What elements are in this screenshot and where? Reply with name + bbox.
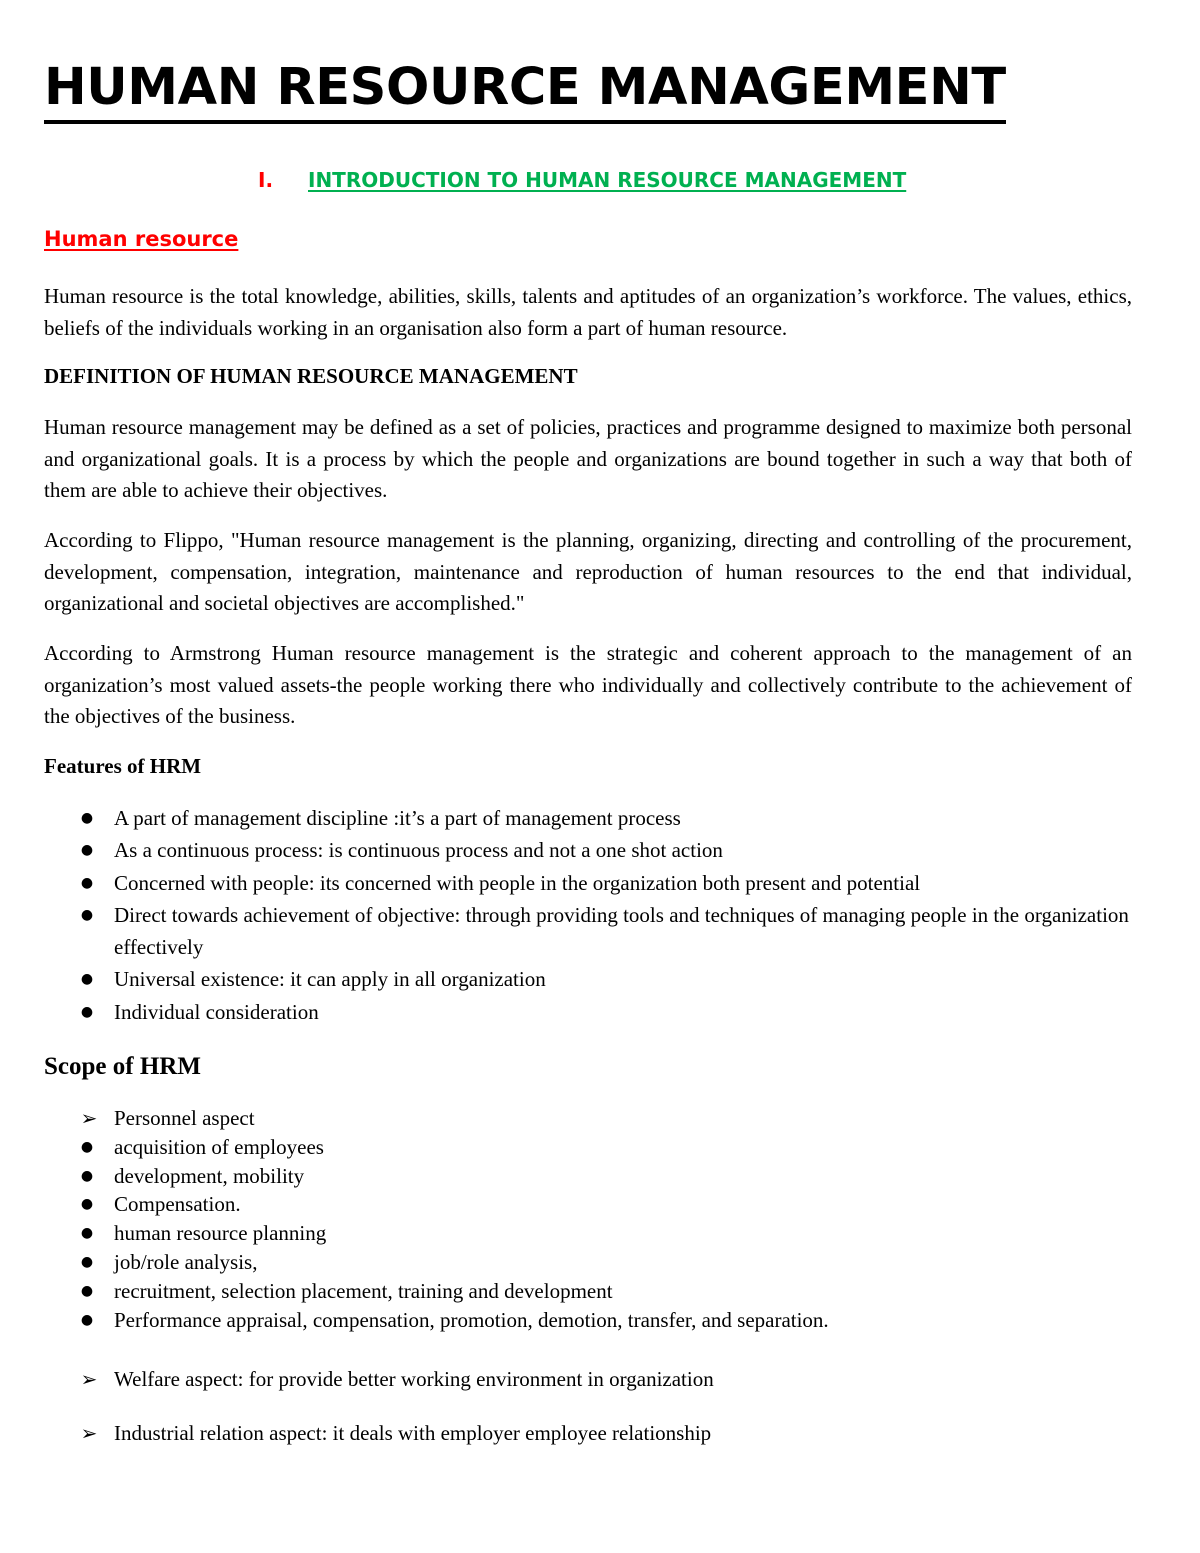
list-item: ● Performance appraisal, compensation, promotion, demotion, transfer, and separation. xyxy=(0,1306,1132,1335)
flippo-paragraph: According to Flippo, "Human resource management is the planning, organizing, directing and controlling of the procurement, development, compensation, integration, maintenance and reproduction of human resources to the end that individual, organizational and societal objectives are accomplished." xyxy=(44,528,1132,615)
bullet-icon: ● xyxy=(80,1003,94,1020)
section-title: INTRODUCTION TO HUMAN RESOURCE MANAGEMENT xyxy=(308,168,907,192)
list-item: ● Universal existence: it can apply in all organization xyxy=(0,963,1132,995)
bullet-icon: ● xyxy=(80,1311,94,1328)
bullet-icon: ● xyxy=(80,1138,94,1155)
features-heading: Features of HRM xyxy=(44,754,202,778)
list-item: ● A part of management discipline :it’s a part of management process xyxy=(0,802,1132,834)
bullet-icon: ● xyxy=(80,1196,94,1213)
list-item: ● job/role analysis, xyxy=(0,1248,1132,1277)
section-number: I. xyxy=(258,168,274,192)
list-item: ● human resource planning xyxy=(0,1219,1132,1248)
list-item: ● Individual consideration xyxy=(0,996,1132,1028)
list-item: ➢ Personnel aspect xyxy=(0,1104,1132,1133)
scope-heading: Scope of HRM xyxy=(44,1053,201,1080)
section-heading xyxy=(258,166,906,194)
scope-list xyxy=(0,1104,1132,1334)
list-item: ● Concerned with people: its concerned with people in the organization both present and potential xyxy=(0,867,1132,899)
definition-heading: DEFINITION OF HUMAN RESOURCE MANAGEMENT xyxy=(44,364,578,388)
document-title: HUMAN RESOURCE MANAGEMENT xyxy=(44,56,1006,124)
industrial-relation-item: ➢ Industrial relation aspect: it deals with employer employee relationship xyxy=(0,1418,711,1448)
bullet-icon: ● xyxy=(80,1253,94,1270)
bullet-icon: ● xyxy=(80,874,94,891)
human-resource-paragraph: Human resource is the total knowledge, abilities, skills, talents and aptitudes of an organization’s workforce. The values, ethics, beliefs of the individuals working in an organisation also form a part of human resource. xyxy=(44,284,1132,340)
human-resource-heading: Human resource xyxy=(44,227,239,251)
welfare-aspect-item: ➢ Welfare aspect: for provide better working environment in organization xyxy=(0,1364,714,1394)
bullet-icon: ● xyxy=(80,971,94,988)
bullet-icon: ● xyxy=(80,1282,94,1299)
list-item: ● acquisition of employees xyxy=(0,1133,1132,1162)
arrow-bullet-icon: ➢ xyxy=(80,1106,98,1130)
features-list xyxy=(0,802,1132,1028)
bullet-icon: ● xyxy=(80,1167,94,1184)
definition-paragraph: Human resource management may be defined as a set of policies, practices and programme designed to maximize both personal and organizational goals. It is a process by which the people and organizations are bound together in such a way that both of them are able to achieve their objectives. xyxy=(44,415,1132,502)
list-item: ● development, mobility xyxy=(0,1162,1132,1191)
bullet-icon: ● xyxy=(80,1225,94,1242)
bullet-icon: ● xyxy=(80,842,94,859)
bullet-icon: ● xyxy=(80,906,94,923)
armstrong-paragraph: According to Armstrong Human resource management is the strategic and coherent approach to the management of an organization’s most valued assets-the people working there who individually and collectively contribute to the achievement of the objectives of the business. xyxy=(44,641,1132,728)
arrow-bullet-icon: ➢ xyxy=(80,1367,98,1391)
list-item: ● Direct towards achievement of objective: through providing tools and techniques of managing people in the organization effectively xyxy=(0,899,1132,964)
arrow-bullet-icon: ➢ xyxy=(80,1421,98,1445)
list-item: ● As a continuous process: is continuous process and not a one shot action xyxy=(0,834,1132,866)
list-item: ● Compensation. xyxy=(0,1190,1132,1219)
bullet-icon: ● xyxy=(80,810,94,826)
list-item: ● recruitment, selection placement, training and development xyxy=(0,1277,1132,1306)
